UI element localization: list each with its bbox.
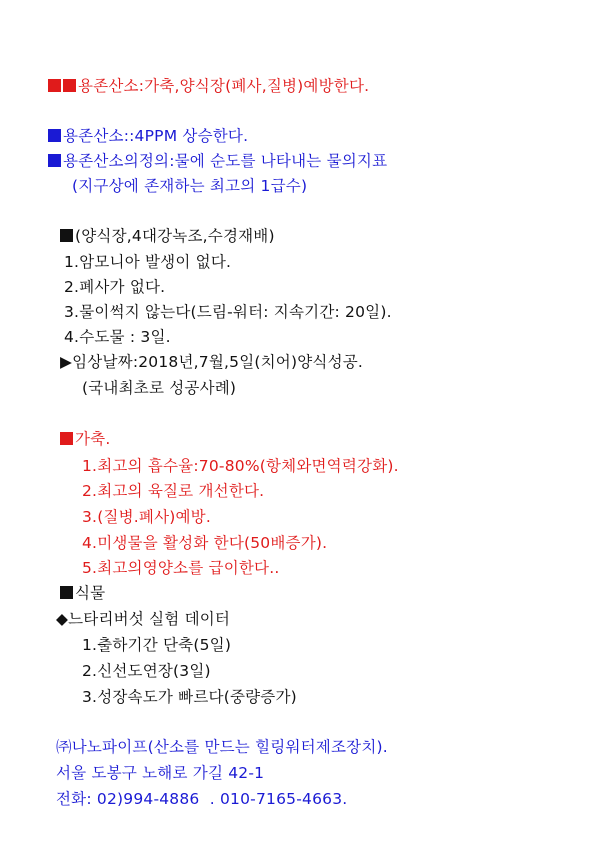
livestock-header-text: 가축. bbox=[75, 430, 111, 448]
triangle-right-icon: ▶ bbox=[60, 353, 73, 371]
livestock-item: 5.최고의영양소를 급이한다.. bbox=[82, 559, 280, 577]
aquaculture-header-text: (양식장,4대강녹조,수경재배) bbox=[75, 227, 275, 245]
first-grade-water-note: (지구상에 존재하는 최고의 1급수) bbox=[72, 177, 308, 195]
aquaculture-header bbox=[60, 226, 275, 246]
clinical-trial-text: 임상날짜:2018년,7월,5일(치어)양식성공. bbox=[72, 353, 364, 371]
company-name: ㈜나노파이프(산소를 만드는 힐링워터제조장치). bbox=[56, 738, 388, 756]
headline-dissolved-oxygen-prevention bbox=[48, 76, 369, 96]
black-square-bullet-icon bbox=[60, 586, 73, 599]
aquaculture-item: 3.물이썩지 않는다(드림-워터: 지속기간: 20일). bbox=[64, 303, 392, 321]
dissolved-oxygen-increase-line bbox=[48, 126, 248, 146]
livestock-item: 1.최고의 흡수율:70-80%(항체와면역력강화). bbox=[82, 457, 399, 475]
plants-item: 3.성장속도가 빠르다(중량증가) bbox=[82, 688, 297, 706]
livestock-item: 2.최고의 육질로 개선한다. bbox=[82, 482, 265, 500]
dissolved-oxygen-definition-line bbox=[48, 151, 387, 171]
blue-square-bullet-icon bbox=[48, 129, 61, 142]
mushroom-experiment-header bbox=[56, 609, 230, 629]
plants-header bbox=[60, 583, 105, 603]
plants-item: 1.출하기간 단축(5일) bbox=[82, 636, 232, 654]
company-phone: 전화: 02)994-4886 . 010-7165-4663. bbox=[56, 790, 348, 808]
livestock-item: 4.미생물을 활성화 한다(50배증가). bbox=[82, 534, 328, 552]
diamond-bullet-icon: ◆ bbox=[56, 610, 69, 628]
red-square-bullet-icon bbox=[60, 432, 73, 445]
blue-square-bullet-icon bbox=[48, 154, 61, 167]
plants-item: 2.신선도연장(3일) bbox=[82, 662, 211, 680]
aquaculture-item: 1.암모니아 발생이 없다. bbox=[64, 253, 232, 271]
livestock-header bbox=[60, 429, 110, 449]
line-text: 용존산소::4PPM 상승한다. bbox=[63, 127, 249, 145]
red-square-bullet-icon bbox=[63, 79, 76, 92]
line-text: 용존산소의정의:물에 순도를 나타내는 물의지표 bbox=[63, 152, 388, 170]
red-square-bullet-icon bbox=[48, 79, 61, 92]
company-address: 서울 도봉구 노해로 가길 42-1 bbox=[56, 764, 265, 782]
aquaculture-item: 2.폐사가 없다. bbox=[64, 278, 166, 296]
mushroom-experiment-header-text: 느타리버섯 실험 데이터 bbox=[68, 610, 231, 628]
black-square-bullet-icon bbox=[60, 229, 73, 242]
aquaculture-item: 4.수도물 : 3일. bbox=[64, 328, 171, 346]
clinical-trial-line bbox=[60, 352, 363, 372]
plants-header-text: 식물 bbox=[75, 584, 106, 602]
clinical-trial-note: (국내최초로 성공사례) bbox=[82, 379, 237, 397]
headline-text: 용존산소:가축,양식장(폐사,질병)예방한다. bbox=[78, 77, 370, 95]
livestock-item: 3.(질병.폐사)예방. bbox=[82, 508, 211, 526]
